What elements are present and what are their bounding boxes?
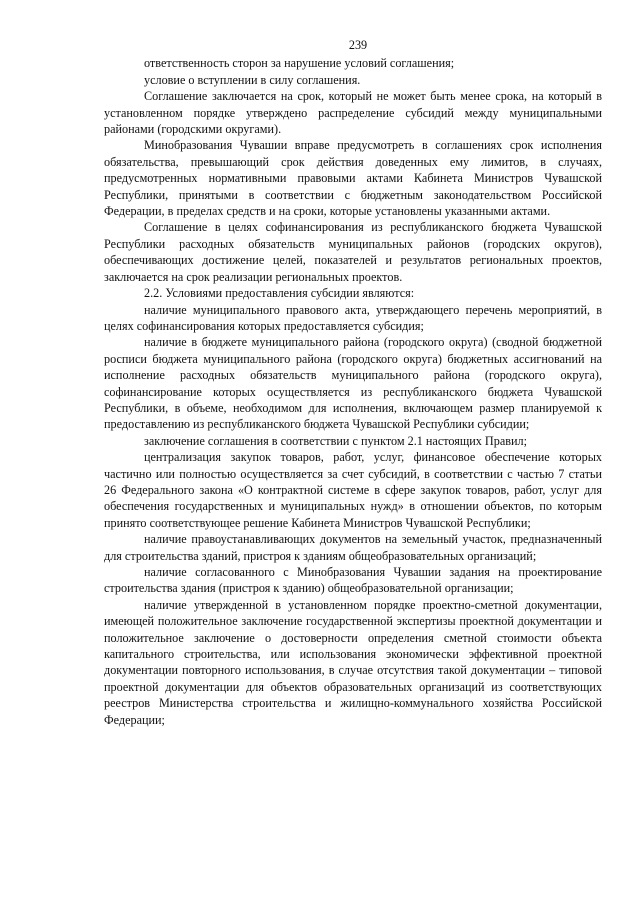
section-heading: 2.2. Условиями предоставления субсидии являются: <box>144 286 415 301</box>
paragraph: централизация закупок товаров, работ, услуг, финансовое обеспечение которых частично или полностью осуществляется за счет субсидий, в соответствии с частью 7 статьи 26 Федерального закона «О контрактной системе в сфере закупок товаров, работ, услуг для обеспечения государственных и муниципальных нужд» в отношении объектов, по которым принято соответствующее решение Кабинета Министров Чувашской Республики; <box>104 450 602 530</box>
paragraph: наличие утвержденной в установленном порядке проектно-сметной документации, имеющей положительное заключение государственной экспертизы проектной документации и положительное заключение о достоверности определения сметной стоимости объекта капитального строительства, или использования экономически эффективной проектной документации повторного использования, в случае отсутствия такой документации – типовой проектной документации для объектов образовательных организаций из соответствующих реестров Министерства строительства и жилищно-коммунального хозяйства Российской Федерации; <box>104 597 602 727</box>
paragraph: наличие правоустанавливающих документов на земельный участок, предназначенный для строительства зданий, пристроя к зданиям общеобразовательных организаций; <box>104 532 602 563</box>
paragraph: ответственность сторон за нарушение условий соглашения; <box>144 56 455 71</box>
paragraph: заключение соглашения в соответствии с пунктом 2.1 настоящих Правил; <box>144 433 527 448</box>
paragraph: Соглашение заключается на срок, который не может быть менее срока, на который в установленном порядке утверждено распределение субсидий между муниципальными районами (городскими округами). <box>104 89 602 137</box>
paragraph: наличие муниципального правового акта, утверждающего перечень мероприятий, в целях софинансирования которых предоставляется субсидия; <box>104 302 602 333</box>
paragraph: наличие согласованного с Минобразования Чувашии задания на проектирование строительства здания (пристроя к зданию) общеобразовательной организации; <box>104 565 602 596</box>
paragraph: наличие в бюджете муниципального района (городского округа) (сводной бюджетной росписи бюджета муниципального района (городского округа) бюджетных ассигнований на исполнение расходных обязательств муниципального района (городского округа), софинансирование которых осуществляется из республиканского бюджета Чувашской Республики, в объеме, необходимом для исполнения, включающем размер планируемой к предоставлению из республиканского бюджета Чувашской Республики субсидии; <box>104 335 602 432</box>
page-number: 239 <box>348 38 368 52</box>
paragraph: условие о вступлении в силу соглашения. <box>144 72 361 87</box>
paragraph: Соглашение в целях софинансирования из республиканского бюджета Чувашской Республики расходных обязательств муниципальных районов (городских округов), обеспечивающих достижение целей, показателей и результатов региональных проектов, заключается на срок реализации региональных проектов. <box>104 220 602 284</box>
paragraph: Минобразования Чувашии вправе предусмотреть в соглашениях срок исполнения обязательства, превышающий срок действия доведенных ему лимитов, в случаях, предусмотренных нормативными правовыми актами Кабинета Министров Чувашской Республики, принятыми в соответствии с бюджетным законодательством Российской Федерации, в пределах средств и на сроки, которые установлены указанными актами. <box>104 138 602 219</box>
